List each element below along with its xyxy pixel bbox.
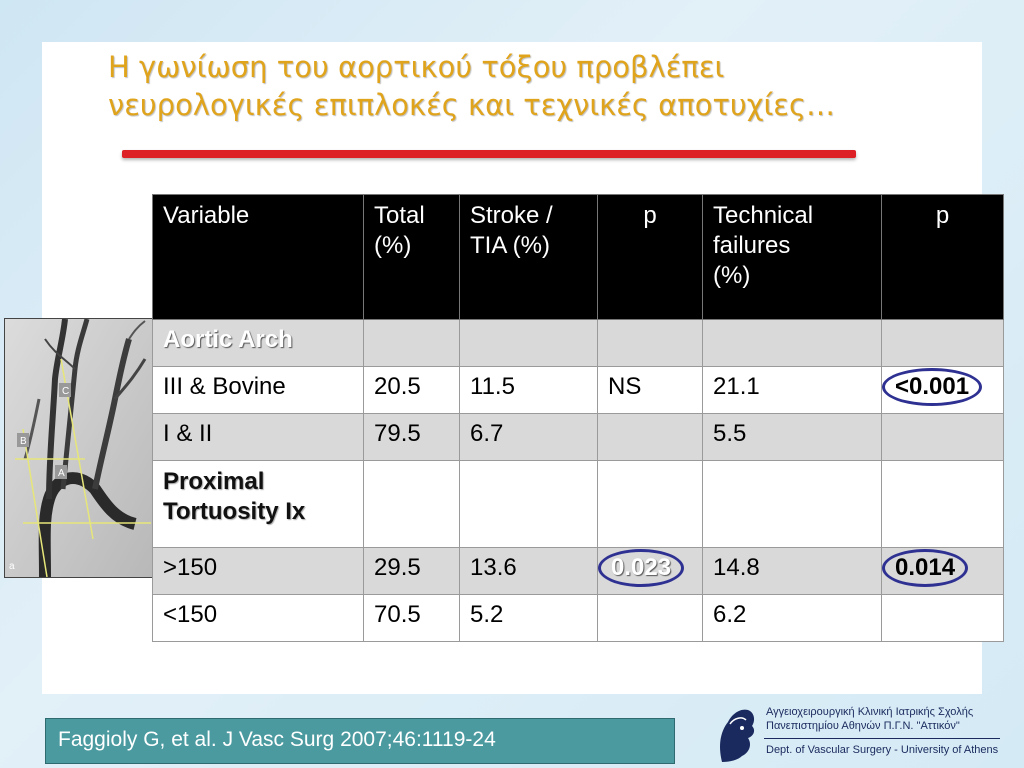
cell-p2 [882, 548, 1004, 595]
marker-b-label: B [20, 436, 27, 447]
section-proximal-tortuosity: Proximal Tortuosity Ix [153, 461, 364, 548]
section-row-tortuosity [153, 461, 1004, 548]
citation-text: Faggioly G, et al. J Vasc Surg 2007;46:1119-24 [58, 728, 496, 751]
table-row [153, 548, 1004, 595]
cell-total: 29.5 [364, 548, 460, 595]
cell-p1 [598, 548, 703, 595]
athena-head-icon [712, 702, 760, 764]
cell-p1: NS [598, 367, 703, 414]
cell-total: 70.5 [364, 595, 460, 642]
cell-technical: 5.5 [703, 414, 882, 461]
table-row [153, 595, 1004, 642]
cell-variable: III & Bovine [153, 367, 364, 414]
cell-p2 [882, 595, 1004, 642]
cell-stroke: 13.6 [460, 548, 598, 595]
cell-stroke: 6.7 [460, 414, 598, 461]
cell-p2 [882, 367, 1004, 414]
marker-a-label: A [58, 468, 65, 479]
circled-p-value: <0.001 [882, 368, 982, 406]
cell-p1 [598, 414, 703, 461]
logo-line-2: Πανεπιστημίου Αθηνών Π.Γ.Ν. "Αττικόν" [766, 720, 960, 732]
university-logo [712, 700, 1012, 766]
cell-variable: <150 [153, 595, 364, 642]
title-line-1: Η γωνίωση του αορτικού τόξου προβλέπει [108, 50, 725, 84]
table-row [153, 414, 1004, 461]
logo-divider [764, 738, 1000, 739]
image-corner-label: a [9, 561, 15, 572]
citation-box [45, 718, 675, 764]
cell-p1 [598, 595, 703, 642]
results-table [152, 194, 1004, 642]
cell-p2 [882, 414, 1004, 461]
table-row [153, 367, 1004, 414]
title-line-2: νευρολογικές επιπλοκές και τεχνικές αποτυχίες… [108, 88, 835, 122]
cell-total: 20.5 [364, 367, 460, 414]
cell-technical: 6.2 [703, 595, 882, 642]
cell-total: 79.5 [364, 414, 460, 461]
logo-line-1: Αγγειοχειρουργική Κλινική Ιατρικής Σχολής [766, 706, 974, 718]
cell-variable: >150 [153, 548, 364, 595]
marker-c-label: C [62, 386, 70, 397]
slide-title [108, 48, 988, 124]
cell-stroke: 11.5 [460, 367, 598, 414]
section-row-aortic-arch [153, 320, 1004, 367]
header-technical-failures: Technical failures (%) [703, 195, 882, 320]
circled-p-value: 0.023 [598, 549, 684, 587]
header-p2: p [882, 195, 1004, 320]
cell-stroke: 5.2 [460, 595, 598, 642]
header-variable: Variable [153, 195, 364, 320]
title-underline [122, 150, 856, 158]
logo-line-3: Dept. of Vascular Surgery - University of Athens [766, 744, 999, 756]
header-p1: p [598, 195, 703, 320]
header-stroke: Stroke / TIA (%) [460, 195, 598, 320]
circled-p-value: 0.014 [882, 549, 968, 587]
cell-variable: I & II [153, 414, 364, 461]
cell-technical: 14.8 [703, 548, 882, 595]
angiography-drawing [5, 319, 153, 577]
cell-technical: 21.1 [703, 367, 882, 414]
header-row [153, 195, 1004, 320]
section-aortic-arch: Aortic Arch [153, 320, 364, 367]
header-total: Total (%) [364, 195, 460, 320]
angiography-image [4, 318, 154, 578]
